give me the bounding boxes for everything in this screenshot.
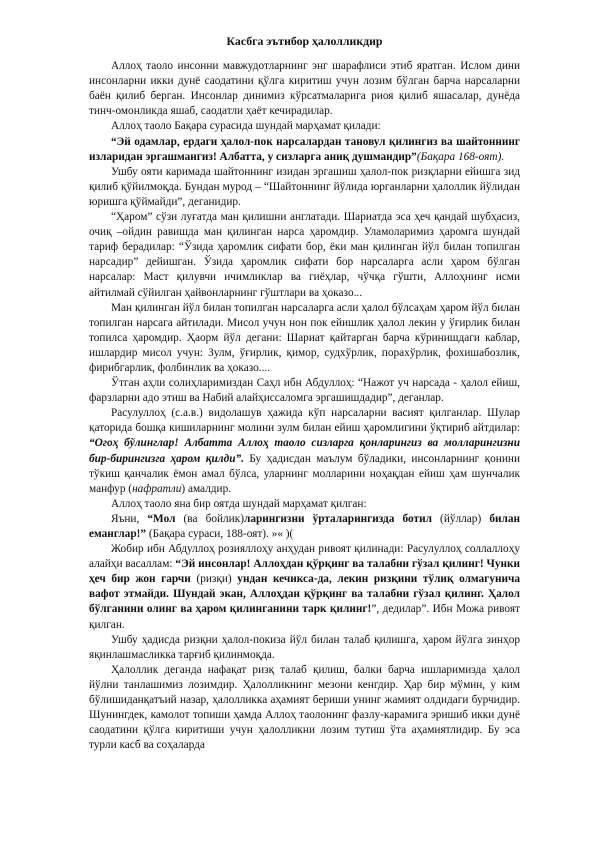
farewell-hajj-text-b: Бу ҳадисдан маълум бўладики, инсонларнинг қонини тўкиш қанчалик ёмон амал бўлса, уларнинг молларини ноҳақдан ейиш ҳам шунчалик манфур ( (89, 452, 520, 495)
document-title: Касбга эътибор ҳалолликдир (226, 34, 383, 48)
farewell-hajj-text-a: Расулуллоҳ (с.а.в.) видолашув ҳажида кўп нарсаларни васият қилганлар. Шулар қаторида бошқа кишиларнинг молини зулм билан ейиш ҳаромлигини ўқтириб айтдилар: (89, 407, 520, 435)
hadith-quote: “Огоҳ бўлинглар! Албатта Аллоҳ таоло сизларга қонларингиз ва молларингизни бир-бирингизга ҳаром қилди”. (89, 437, 520, 465)
jabir-hadith-bold-2: ундан кечикса-да, лекин ризқини тўлиқ олмагунича вафот этмайди. Шундай экан, Аллоҳдан қўрқинг ва талабни гўзал қилинг. Ҳалол бўлганини олинг ва ҳаром қилинганини тарк қилинг! (89, 573, 520, 616)
verse-188-note-1: (ва бойлик) (175, 512, 244, 525)
paragraph-intro: Аллоҳ таоло инсонни мавжудотларнинг энг шарафлиси этиб яратган. Ислом дини инсонларни икки дунё саодатини қўлга киритиш учун лозим бўлган барча нарсаларни баён қилиб берган. Инсонлар динимиз кўрсатмаларига риоя қилиб яшасалар, дунёда тинч-омонликда яшаб, саодатли ҳаёт кечирадилар. (89, 60, 520, 118)
verse-188-bold-2: ларингизни ўрталарингизда ботил (243, 512, 432, 525)
jabir-hadith-note: (ризқи) (190, 573, 238, 586)
paragraph-verse-188 (89, 512, 520, 542)
paragraph-honesty: Ҳалоллик деганда нафақат ризқ талаб қилиш, балки барча ишларимизда ҳалол йўлни танлашимиз лозимдир. Ҳалолликнинг мезони кенгдир. Ҳар бир мўмин, у ким бўлишиданқатъий назар, ҳалолликка аҳамият бериши унинг жамият олдидаги бурчидир. Шунингдек, камолот топиши ҳамда Аллоҳ таолонинг фазлу-карамига эришиб икки дунё саодатини қўлга киритиши учун ҳалолликни лозим тутиш ўта аҳамиятлидир. Бу эса турли касб ва соҳаларда (89, 663, 520, 752)
parenthetical-note: нафратли (132, 482, 182, 495)
paragraph-haram-definition: “Ҳаром” сўзи луғатда ман қилишни англатади. Шариатда эса ҳеч қандай шубҳасиз, очиқ –ойдин равишда ман қилинган нарса ҳаромдир. Уламоларимиз ҳаромга шундай тариф берадилар: “Ўзида ҳаромлик сифати бор, ёки ман қилинган йўл билан топилган нарсадир” дейишган. Ўзида ҳаромлик сифати бор нарсаларга асли ҳаром бўлган нарсалар: Маст қилувчи ичимликлар ва гиёҳлар, чўчқа гўшти, Аллоҳнинг исми айтилмай сўйилган ҳайвонларнинг гўштлари ва ҳоказо... (89, 211, 520, 299)
document-page (89, 34, 520, 753)
paragraph-sahl-quote: Ўтган аҳли солиҳларимиздан Саҳл ибн Абдуллоҳ: “Нажот уч нарсада - ҳалол ейиш, фарзларни адо этиш ва Набий алайҳиссаломга эргашишдадир”, деганлар. (89, 377, 520, 405)
verse-188-bold-3: билан еманглар!” (89, 512, 520, 540)
paragraph-haram-path: Ман қилинган йўл билан топилган нарсаларга асли ҳалол бўлсаҳам ҳаром йўл билан топилган нарсага айтилади. Мисол учун нон пок ейишлик ҳалол лекин у ўғирлик билан топилса ҳаромдир. Ҳаорм йўл дегани: Шариат қайтарган барча кўринишдаги каблар, ишлардир мисол учун: Зулм, ўғирлик, қимор, судхўрлик, порахўрлик, фохишабозлик, фирибгарлик, фолбинлик ва ҳоказо.... (89, 301, 520, 374)
paragraph-farewell-hajj (89, 406, 520, 497)
jabir-hadith-lead: Жобир ибн Абдуллоҳ розияллоҳу анҳудан ривоят қилинади: Расулуллоҳ соллаллоҳу алайҳи васаллам: (89, 543, 520, 571)
farewell-hajj-text-c: ) амалдир. (181, 482, 232, 495)
paragraph-another-verse: Аллоҳ таоло яна бир оятда шундай марҳамат қилган: (111, 497, 367, 510)
verse-reference: (Бақара 168-оят). (416, 150, 505, 163)
verse-188-reference: (Бақара сураси, 188-оят). »« )( (146, 528, 294, 540)
verse-188-note-2: (йўллар) (431, 512, 490, 525)
paragraph-jabir-hadith (89, 542, 520, 633)
paragraph-verse-commentary: Ушбу ояти каримада шайтоннинг изидан эргашиш ҳалол-пок ризқларни ейишга зид қилиб қўйилмоқда. Бундан мурод – “Шайтоннинг йўлида юрганларни ҳалоллик йўлидан юришга қўймайди”, деганидир. (89, 165, 520, 208)
verse-188-bold-1: “Мол (147, 512, 176, 525)
verse-quote-text: “Эй одамлар, ердаги ҳалол-пок нарсалардан тановул қилингиз ва шайтоннинг изларидан эргашмангиз! Албатта, у сизларга аниқ душмандир” (89, 135, 520, 163)
paragraph-verse-quote (89, 135, 520, 165)
verse-188-lead: Яъни, (111, 512, 148, 525)
paragraph-hadith-commentary: Ушбу ҳадисда ризқни ҳалол-покиза йўл билан талаб қилишга, ҳаром йўлга зинҳор яқинлашмасликка тарғиб қилинмоқда. (89, 633, 520, 661)
paragraph-verse-intro: Аллоҳ таоло Бақара сурасида шундай марҳамат қилади: (111, 120, 381, 133)
jabir-hadith-tail: ”, дедилар”. Ибн Можа ривоят қилган. (89, 603, 520, 631)
jabir-hadith-bold-1: “Эй инсонлар! Аллоҳдан қўрқинг ва талабни гўзал қилинг! Чунки ҳеч бир жон гарчи (89, 558, 520, 586)
